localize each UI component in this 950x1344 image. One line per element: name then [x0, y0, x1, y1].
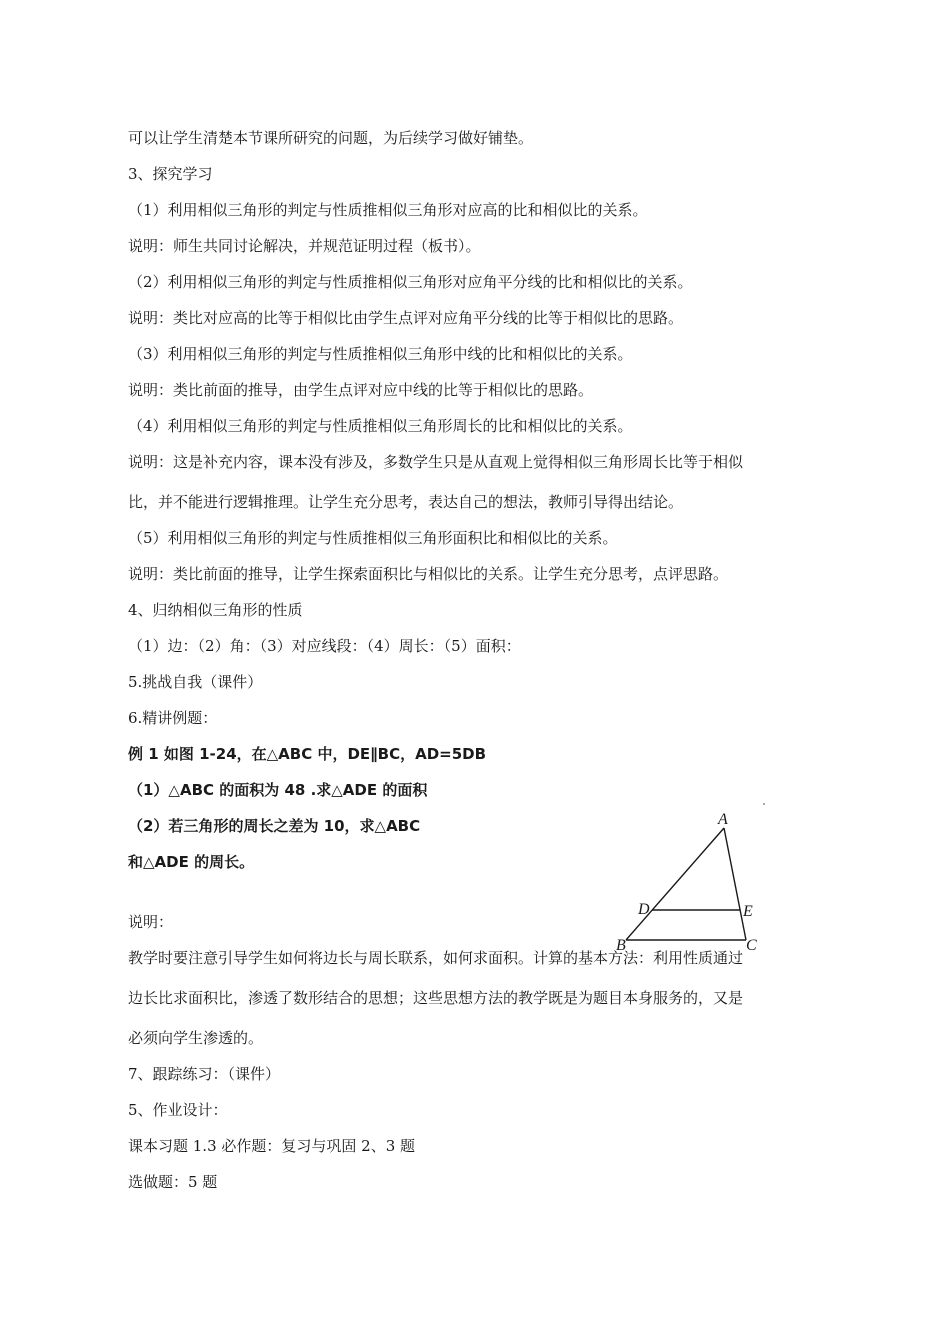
side-ab	[626, 828, 724, 940]
label-d: D	[638, 901, 650, 918]
note-5: 说明：类比前面的推导，让学生探索面积比与相似比的关系。让学生充分思考，点评思路。	[128, 565, 729, 583]
note-example-line-1: 教学时要注意引导学生如何将边长与周长联系，如何求面积。计算的基本方法：利用性质通过	[128, 949, 744, 967]
properties-list: （1）边：（2）角：（3）对应线段：（4）周长：（5）面积：	[128, 637, 521, 655]
note-example-line-3: 必须向学生渗透的。	[128, 1029, 264, 1047]
note-1: 说明：师生共同讨论解决，并规范证明过程（板书）。	[128, 237, 481, 255]
label-b: B	[616, 937, 626, 954]
side-ac	[724, 828, 746, 940]
section-heading-summary: 4、归纳相似三角形的性质	[128, 601, 303, 619]
example-1-statement: 例 1 如图 1-24，在△ABC 中，DE∥BC，AD=5DB	[128, 745, 487, 763]
item-2-bisectors: （2）利用相似三角形的判定与性质推相似三角形对应角平分线的比和相似比的关系。	[128, 273, 693, 291]
label-a: A	[718, 811, 728, 828]
paragraph-intro-end: 可以让学生清楚本节课所研究的问题，为后续学习做好铺垫。	[128, 129, 534, 147]
item-4-perimeters: （4）利用相似三角形的判定与性质推相似三角形周长的比和相似比的关系。	[128, 417, 633, 435]
homework-required: 课本习题 1.3 必作题：复习与巩固 2、3 题	[128, 1137, 416, 1155]
note-2: 说明：类比对应高的比等于相似比由学生点评对应角平分线的比等于相似比的思路。	[128, 309, 684, 327]
section-challenge: 5.挑战自我（课件）	[128, 673, 263, 691]
label-e: E	[743, 903, 753, 920]
label-c: C	[746, 937, 757, 954]
note-example-line-2: 边长比求面积比，渗透了数形结合的思想；这些思想方法的教学既是为题目本身服务的，又是	[128, 989, 744, 1007]
example-1-part-2: （2）若三角形的周长之差为 10，求△ABC	[128, 817, 421, 835]
homework-optional: 选做题：5 题	[128, 1173, 218, 1191]
example-1-part-1: （1）△ABC 的面积为 48 .求△ADE 的面积	[128, 781, 428, 799]
stray-dot	[763, 803, 765, 805]
item-1-heights: （1）利用相似三角形的判定与性质推相似三角形对应高的比和相似比的关系。	[128, 201, 648, 219]
item-5-areas: （5）利用相似三角形的判定与性质推相似三角形面积比和相似比的关系。	[128, 529, 618, 547]
note-4-line-1: 说明：这是补充内容，课本没有涉及，多数学生只是从直观上觉得相似三角形周长比等于相似	[128, 453, 744, 471]
note-example-label: 说明：	[128, 913, 174, 931]
triangle-figure	[610, 800, 780, 960]
section-tracking-practice: 7、跟踪练习：（课件）	[128, 1065, 281, 1083]
note-4-line-2: 比，并不能进行逻辑推理。让学生充分思考，表达自己的想法，教师引导得出结论。	[128, 493, 684, 511]
section-examples: 6.精讲例题：	[128, 709, 218, 727]
example-1-part-2-cont: 和△ADE 的周长。	[128, 853, 255, 871]
section-homework: 5、作业设计：	[128, 1101, 228, 1119]
note-3: 说明：类比前面的推导，由学生点评对应中线的比等于相似比的思路。	[128, 381, 594, 399]
item-3-medians: （3）利用相似三角形的判定与性质推相似三角形中线的比和相似比的关系。	[128, 345, 633, 363]
section-heading-explore: 3、探究学习	[128, 165, 213, 183]
